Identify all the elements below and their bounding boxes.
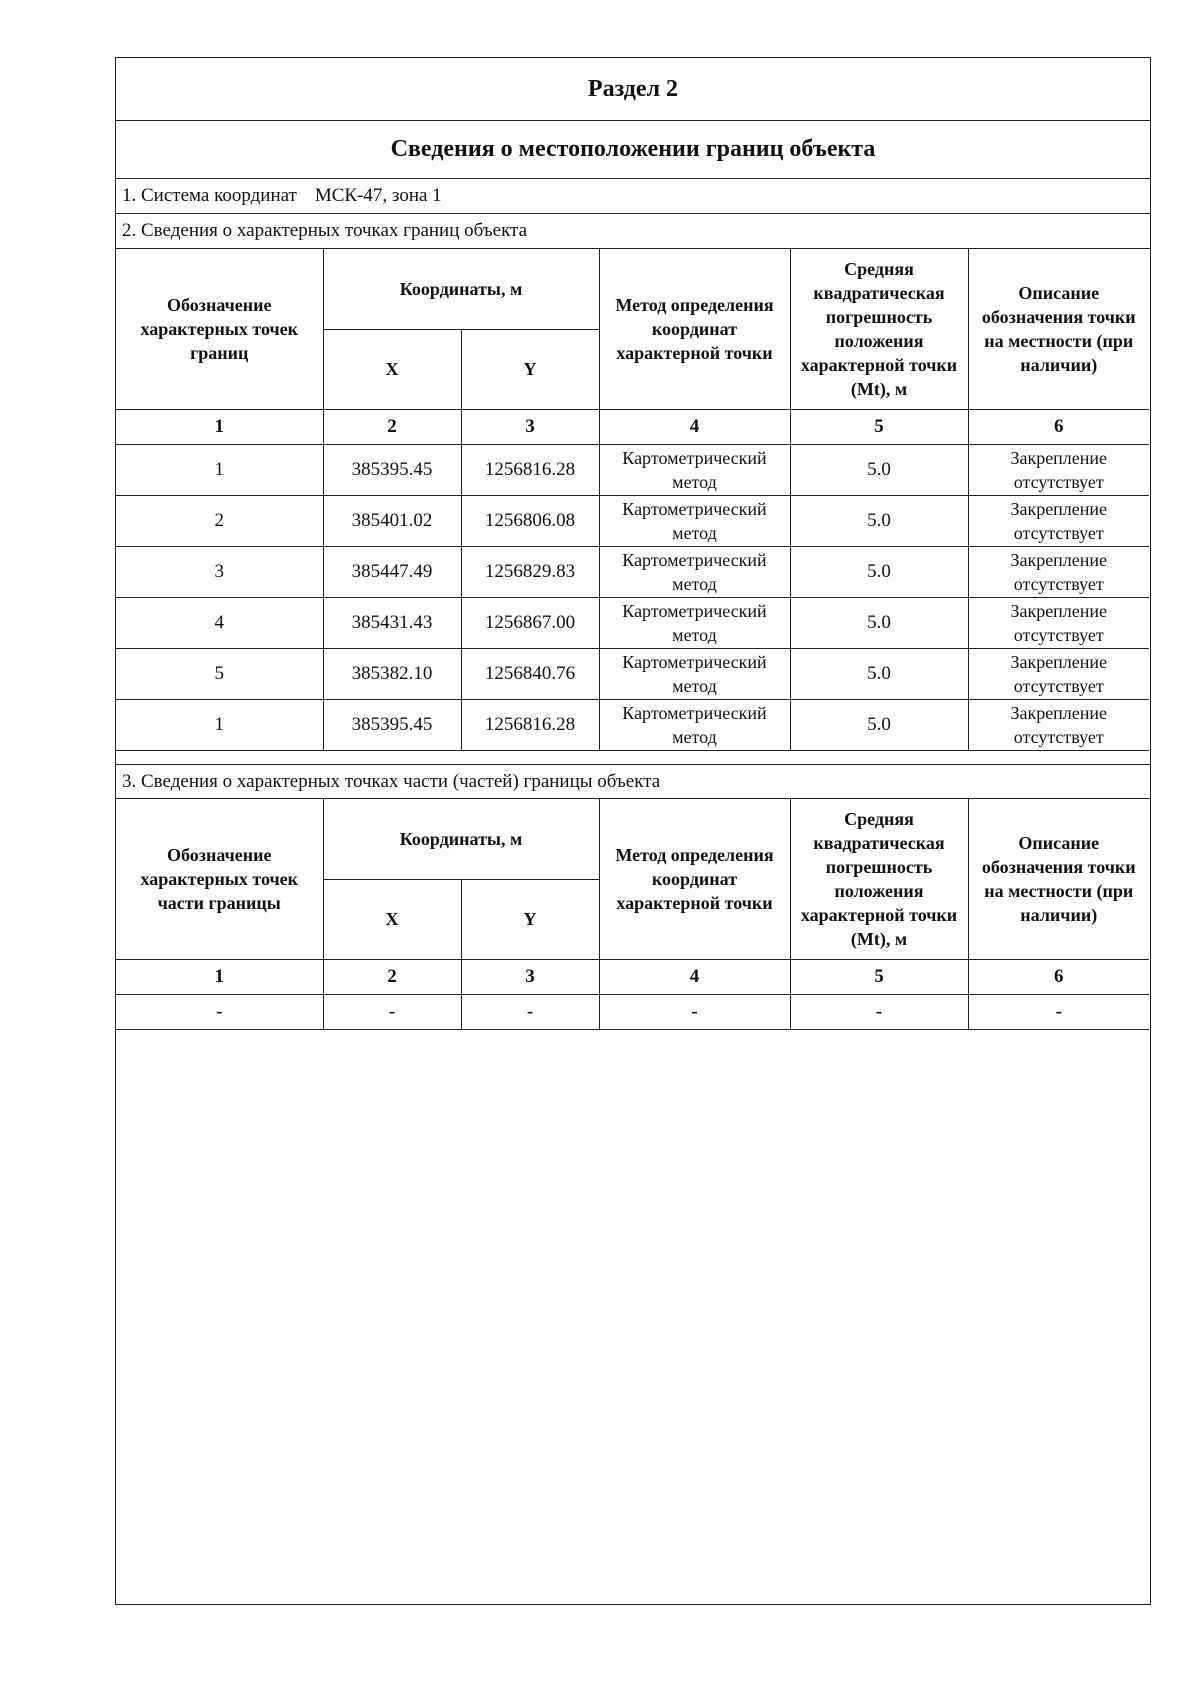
x-cell: 385447.49 xyxy=(323,546,461,597)
header-coordinates: Координаты, м xyxy=(323,799,599,879)
method-cell: Картометрический метод xyxy=(599,495,790,546)
y-cell: 1256816.28 xyxy=(461,699,599,750)
coordinate-system-value: МСК-47, зона 1 xyxy=(314,185,442,206)
header-error: Средняя квадратическая погрешность положения характерной точки (Mt), м xyxy=(790,799,968,959)
header-description: Описание обозначения точки на местности (при наличии) xyxy=(968,249,1149,409)
section-title: Сведения о местоположении границ объекта xyxy=(116,121,1150,179)
error-cell: 5.0 xyxy=(790,597,968,648)
table-row xyxy=(116,994,1149,1029)
error-cell: 5.0 xyxy=(790,699,968,750)
header-description: Описание обозначения точки на местности (при наличии) xyxy=(968,799,1149,959)
header-y: Y xyxy=(461,879,599,959)
column-number: 1 xyxy=(116,959,323,994)
y-cell: - xyxy=(461,994,599,1029)
part-boundary-points-table xyxy=(116,799,1149,1030)
column-number: 5 xyxy=(790,409,968,444)
column-number: 6 xyxy=(968,959,1149,994)
method-cell: Картометрический метод xyxy=(599,546,790,597)
point-cell: 2 xyxy=(116,495,323,546)
x-cell: - xyxy=(323,994,461,1029)
header-coordinates: Координаты, м xyxy=(323,249,599,329)
y-cell: 1256816.28 xyxy=(461,444,599,495)
method-cell: Картометрический метод xyxy=(599,699,790,750)
column-number: 4 xyxy=(599,959,790,994)
header-error: Средняя квадратическая погрешность положения характерной точки (Mt), м xyxy=(790,249,968,409)
description-cell: Закрепление отсутствует xyxy=(968,648,1149,699)
point-cell: 5 xyxy=(116,648,323,699)
x-cell: 385395.45 xyxy=(323,699,461,750)
y-cell: 1256867.00 xyxy=(461,597,599,648)
section-label: Раздел 2 xyxy=(116,58,1150,121)
table-row xyxy=(116,495,1149,546)
point-cell: 1 xyxy=(116,699,323,750)
header-x: X xyxy=(323,329,461,409)
column-number: 4 xyxy=(599,409,790,444)
error-cell: - xyxy=(790,994,968,1029)
description-cell: Закрепление отсутствует xyxy=(968,699,1149,750)
point-cell: - xyxy=(116,994,323,1029)
column-number: 6 xyxy=(968,409,1149,444)
header-x: X xyxy=(323,879,461,959)
description-cell: Закрепление отсутствует xyxy=(968,597,1149,648)
table-row xyxy=(116,648,1149,699)
description-cell: Закрепление отсутствует xyxy=(968,546,1149,597)
error-cell: 5.0 xyxy=(790,546,968,597)
description-cell: Закрепление отсутствует xyxy=(968,495,1149,546)
document-frame xyxy=(115,57,1151,1605)
column-number: 2 xyxy=(323,409,461,444)
coordinate-system-line xyxy=(116,179,1150,214)
description-cell: Закрепление отсутствует xyxy=(968,444,1149,495)
y-cell: 1256829.83 xyxy=(461,546,599,597)
column-number: 3 xyxy=(461,959,599,994)
coordinate-system-label: 1. Система координат xyxy=(122,185,297,206)
table-row xyxy=(116,546,1149,597)
method-cell: - xyxy=(599,994,790,1029)
method-cell: Картометрический метод xyxy=(599,648,790,699)
x-cell: 385395.45 xyxy=(323,444,461,495)
column-number: 5 xyxy=(790,959,968,994)
x-cell: 385382.10 xyxy=(323,648,461,699)
boundary-points-table xyxy=(116,249,1149,751)
y-cell: 1256840.76 xyxy=(461,648,599,699)
error-cell: 5.0 xyxy=(790,444,968,495)
header-method: Метод определения координат характерной точки xyxy=(599,249,790,409)
boundary-points-caption: 2. Сведения о характерных точках границ объекта xyxy=(116,214,1150,249)
header-y: Y xyxy=(461,329,599,409)
part-boundary-caption: 3. Сведения о характерных точках части (частей) границы объекта xyxy=(116,764,1150,799)
y-cell: 1256806.08 xyxy=(461,495,599,546)
point-cell: 1 xyxy=(116,444,323,495)
table-row xyxy=(116,444,1149,495)
method-cell: Картометрический метод xyxy=(599,444,790,495)
x-cell: 385401.02 xyxy=(323,495,461,546)
error-cell: 5.0 xyxy=(790,648,968,699)
column-number: 1 xyxy=(116,409,323,444)
point-cell: 4 xyxy=(116,597,323,648)
method-cell: Картометрический метод xyxy=(599,597,790,648)
x-cell: 385431.43 xyxy=(323,597,461,648)
header-method: Метод определения координат характерной точки xyxy=(599,799,790,959)
column-number: 3 xyxy=(461,409,599,444)
table-row xyxy=(116,597,1149,648)
description-cell: - xyxy=(968,994,1149,1029)
column-number: 2 xyxy=(323,959,461,994)
point-cell: 3 xyxy=(116,546,323,597)
header-point: Обозначение характерных точек границ xyxy=(116,249,323,409)
header-point: Обозначение характерных точек части границы xyxy=(116,799,323,959)
table-row xyxy=(116,699,1149,750)
error-cell: 5.0 xyxy=(790,495,968,546)
